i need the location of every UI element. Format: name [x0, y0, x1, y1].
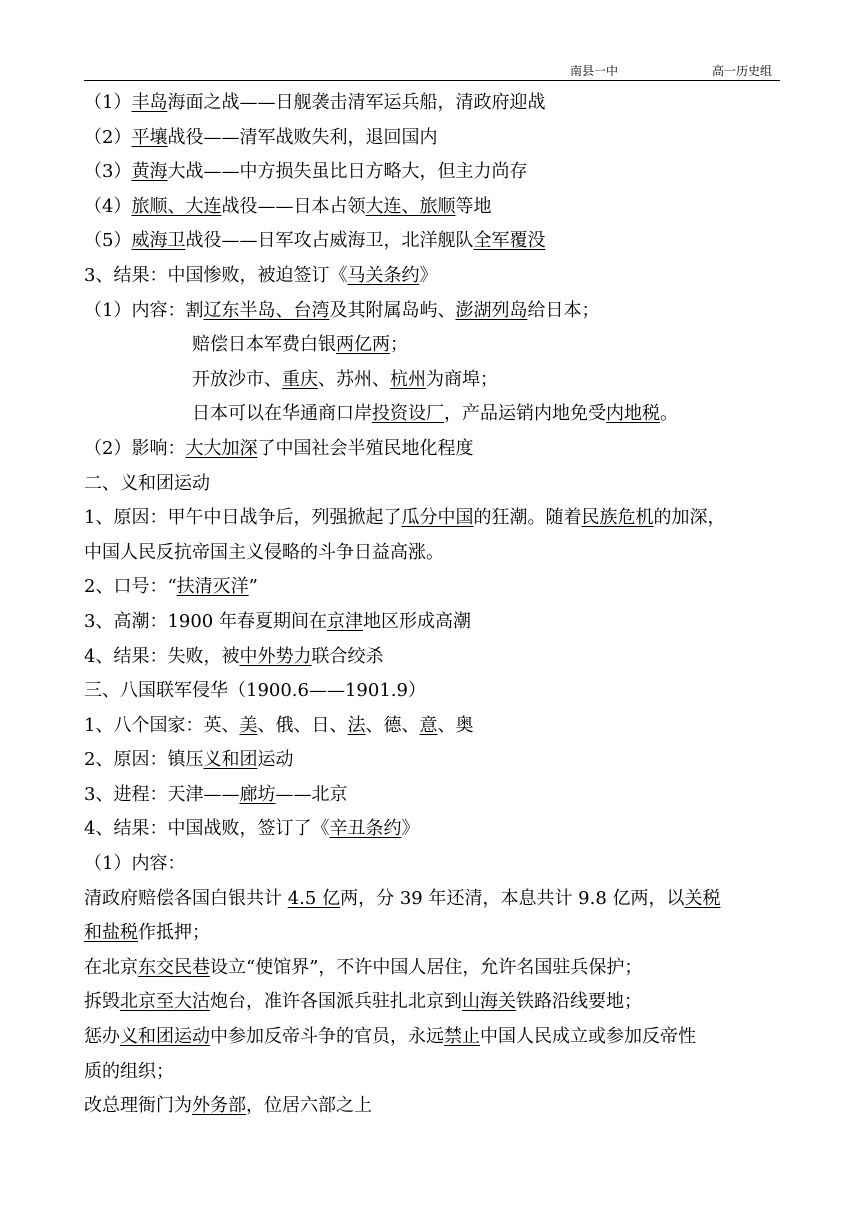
text-segment: 、德、 [365, 714, 420, 736]
text-segment: 拆毁 [84, 991, 120, 1013]
underlined-term: 黄海 [131, 161, 168, 183]
text-segment: 运动 [257, 749, 294, 771]
underlined-term: 和盐税 [84, 922, 138, 944]
underlined-term: 外务部 [192, 1095, 246, 1117]
text-segment: 、苏州、 [318, 368, 390, 390]
underlined-term: 澎湖列岛 [455, 299, 528, 321]
text-segment: （1） [84, 92, 132, 113]
text-line [84, 674, 784, 709]
text-line [84, 951, 784, 986]
text-segment: （1）内容：割 [84, 299, 204, 321]
text-segment: 海面之战——日舰袭击清军运兵船，清政府迎战 [167, 92, 546, 113]
text-segment: 、俄、日、 [257, 714, 348, 736]
text-segment: 铁路沿线要地； [516, 991, 642, 1013]
text-line [84, 1020, 784, 1055]
text-segment: 2、口号：“ [84, 576, 177, 598]
text-segment: 开放沙市、 [192, 368, 282, 390]
text-segment: 。 [660, 403, 678, 425]
text-line [84, 985, 784, 1020]
text-line [84, 570, 784, 605]
text-line [84, 916, 784, 951]
text-segment: 炮台，准许各国派兵驻扎北京到 [210, 991, 462, 1013]
underlined-term: 全军覆没 [473, 230, 546, 252]
text-segment: 》 [419, 264, 438, 286]
underlined-term: 山海关 [462, 991, 516, 1013]
underlined-term: 美 [239, 714, 258, 736]
text-segment: （4） [84, 195, 132, 217]
text-segment: 为商埠； [426, 368, 498, 390]
text-segment: 两，分 39 年还清，本息共计 9.8 亿两，以 [340, 887, 685, 909]
text-segment: 质的组织； [84, 1060, 174, 1082]
underlined-term: 东交民巷 [138, 956, 210, 978]
text-segment: 、奥 [437, 714, 474, 736]
text-segment: 联合绞杀 [311, 645, 384, 667]
text-line [84, 847, 784, 882]
text-segment: （1）内容： [84, 853, 186, 875]
underlined-term: 中外势力 [239, 645, 312, 667]
text-line [84, 86, 784, 121]
header-group: 高一历史组 [712, 64, 773, 78]
underlined-term: 投资设厂 [372, 403, 444, 425]
text-segment: 设立“使馆界”，不许中国人居住，允许名国驻兵保护； [210, 956, 643, 978]
underlined-term: 京津 [326, 610, 363, 632]
text-segment: 4、结果：中国战败，签订了《 [84, 818, 330, 840]
text-segment: ” [248, 576, 258, 598]
underlined-term: 旅顺、大连 [131, 195, 222, 217]
underlined-term: 瓜分中国 [401, 507, 474, 529]
document-body [84, 86, 784, 1124]
underlined-term: 廊坊 [239, 783, 276, 805]
underlined-term: 关税 [684, 887, 721, 909]
text-line [84, 155, 784, 190]
text-segment: 战役——日本占领 [221, 195, 366, 217]
underlined-term: 马关条约 [347, 264, 420, 286]
text-segment: 在北京 [84, 956, 138, 978]
text-segment: 日本可以在华通商口岸 [192, 403, 372, 425]
text-line [84, 812, 784, 847]
text-segment: 的狂潮。随着 [473, 507, 582, 529]
text-line [84, 882, 784, 917]
text-line [84, 432, 784, 467]
text-line [84, 363, 784, 398]
text-line [84, 778, 784, 813]
underlined-term: 义和团运动 [120, 1026, 210, 1048]
text-line [84, 294, 784, 329]
header-school: 南县一中 [570, 64, 619, 78]
text-segment: 改总理衙门为 [84, 1095, 192, 1117]
text-line [84, 1055, 784, 1090]
text-segment: 赔偿日本军费白银 [192, 334, 336, 356]
text-line [84, 190, 784, 225]
page-header [84, 62, 780, 81]
text-segment: 1、原因：甲午中日战争后，列强掀起了 [84, 507, 402, 529]
text-segment: 二、义和团运动 [84, 472, 210, 494]
text-line [84, 121, 784, 156]
underlined-term: 大大加深 [185, 437, 258, 459]
underlined-term: 平壤 [131, 126, 168, 148]
text-segment: 大战——中方损失虽比日方略大，但主力尚存 [167, 161, 528, 183]
text-segment: ——北京 [275, 783, 348, 805]
underlined-term: 辛丑条约 [329, 818, 402, 840]
text-segment: 中国人民反抗帝国主义侵略的斗争日益高涨。 [84, 541, 444, 563]
underlined-term: 两亿两 [336, 334, 390, 356]
text-segment: 及其附属岛屿、 [329, 299, 456, 321]
text-segment: ，产品运销内地免受 [444, 403, 606, 425]
text-segment: 战役——清军战败失利，退回国内 [167, 126, 438, 148]
text-line [84, 397, 784, 432]
underlined-term: 辽东半岛、台湾 [203, 299, 330, 321]
text-segment: 3、进程：天津—— [84, 783, 240, 805]
underlined-term: 义和团 [203, 749, 258, 771]
underlined-term: 威海卫 [131, 230, 186, 252]
text-line [84, 640, 784, 675]
text-segment: 2、原因：镇压 [84, 749, 204, 771]
text-line [84, 605, 784, 640]
underlined-term: 丰岛 [131, 92, 168, 113]
text-line [84, 224, 784, 259]
underlined-term: 民族危机 [581, 507, 654, 529]
text-segment: 3、高潮：1900 年春夏期间在 [84, 610, 327, 632]
underlined-term: 禁止 [444, 1026, 480, 1048]
text-segment: 4、结果：失败，被 [84, 645, 240, 667]
text-segment: 的加深， [653, 507, 726, 529]
text-segment: （2） [84, 126, 132, 148]
text-segment: 战役——日军攻占威海卫，北洋舰队 [185, 230, 474, 252]
text-segment: 作抵押； [138, 922, 210, 944]
underlined-term: 北京至大沽 [120, 991, 210, 1013]
text-segment: 3、结果：中国惨败，被迫签订《 [84, 264, 348, 286]
text-segment: 惩办 [84, 1026, 120, 1048]
text-segment: 地区形成高潮 [362, 610, 471, 632]
text-segment: （2）影响： [84, 437, 186, 459]
text-segment: 》 [401, 818, 420, 840]
text-segment: 等地 [455, 195, 492, 217]
text-line [84, 743, 784, 778]
text-line [84, 467, 784, 502]
underlined-term: 重庆 [282, 368, 318, 390]
underlined-term: 内地税 [606, 403, 660, 425]
text-line [84, 328, 784, 363]
text-segment: 清政府赔偿各国白银共计 [84, 887, 288, 909]
underlined-term: 大连、旅顺 [365, 195, 456, 217]
text-segment: 给日本； [527, 299, 600, 321]
text-segment: 1、八个国家：英、 [84, 714, 240, 736]
text-segment: 了中国社会半殖民地化程度 [257, 437, 474, 459]
underlined-term: 杭州 [390, 368, 426, 390]
text-line [84, 536, 784, 571]
text-line [84, 709, 784, 744]
text-segment: 中参加反帝斗争的官员，永远 [210, 1026, 444, 1048]
text-line [84, 1089, 784, 1124]
underlined-term: 意 [419, 714, 438, 736]
underlined-term: 4.5 亿 [287, 887, 341, 909]
underlined-term: 扶清灭洋 [176, 576, 249, 598]
text-segment: ，位居六部之上 [246, 1095, 372, 1117]
text-segment: （5） [84, 230, 132, 252]
text-line [84, 259, 784, 294]
text-segment: 中国人民成立或参加反帝性 [480, 1026, 696, 1048]
text-line [84, 501, 784, 536]
text-segment: 三、八国联军侵华（1900.6——1901.9） [84, 680, 426, 702]
text-segment: （3） [84, 161, 132, 183]
underlined-term: 法 [347, 714, 366, 736]
text-segment: ； [390, 334, 408, 356]
